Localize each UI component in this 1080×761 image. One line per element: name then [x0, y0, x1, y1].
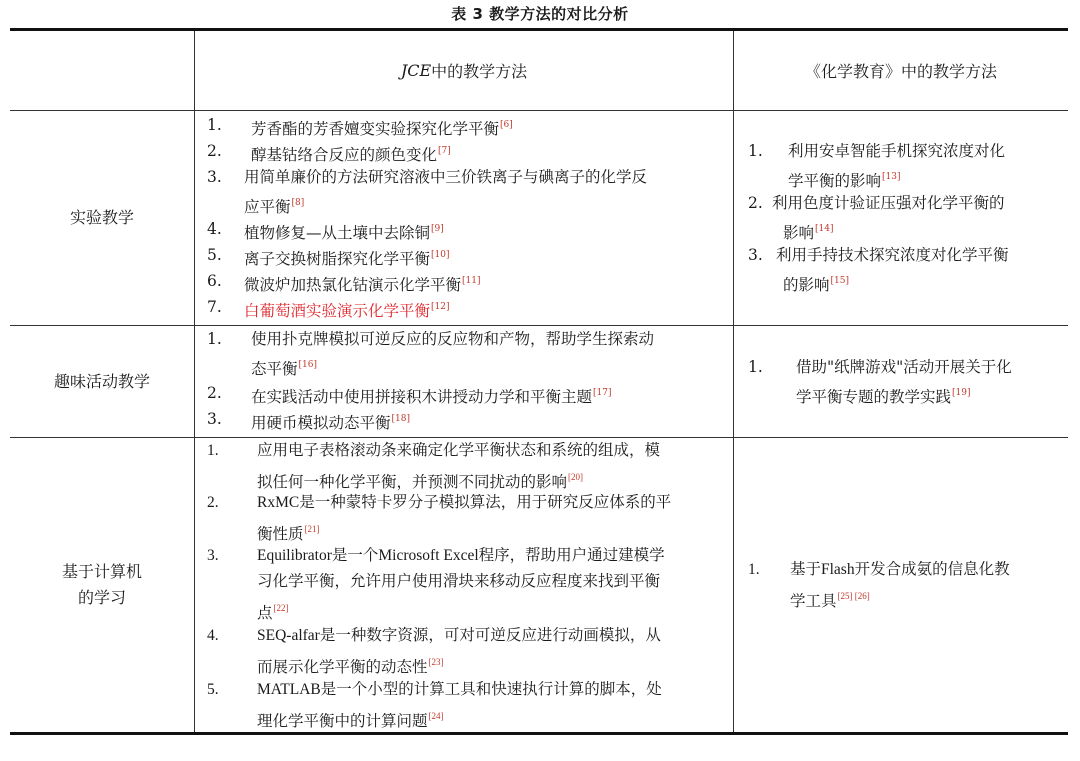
header-cjce: 《化学教育》中的教学方法 [804, 62, 997, 81]
list-item-continuation: 态平衡[16] [251, 360, 317, 378]
list-item-continuation: 理化学平衡中的计算问题[24] [257, 711, 444, 730]
list-item-continuation: 学工具[25] [26] [790, 591, 870, 610]
column-divider-2 [733, 31, 734, 732]
citation: [8] [291, 198, 305, 208]
list-item-continuation: 学平衡的影响[13] [788, 172, 901, 190]
citation: [18] [391, 414, 410, 424]
list-item-continuation: 应平衡[8] [244, 198, 305, 216]
citation: [7] [438, 146, 451, 156]
row-label-experiment: 实验教学 [69, 208, 134, 227]
list-item-continuation: 点[22] [257, 603, 289, 622]
citation: [6] [500, 120, 513, 130]
citation: [13] [882, 172, 901, 182]
list-item-continuation: 学平衡专题的教学实践[19] [796, 388, 971, 406]
list-item-continuation: 习化学平衡，允许用户使用滑块来移动反应程度来找到平衡 [257, 573, 661, 590]
column-divider-1 [194, 31, 195, 732]
row-label-fun-activity: 趣味活动教学 [53, 371, 150, 391]
header-jce [195, 31, 733, 110]
citation: [14] [815, 224, 834, 234]
table-caption: 表 3 教学方法的对比分析 [451, 5, 629, 23]
citation: [25] [26] [837, 591, 870, 601]
bottom-rule [10, 732, 1068, 735]
list-item-continuation: 影响[14] [783, 224, 834, 242]
citation: [24] [428, 711, 444, 721]
list-item-continuation: 衡性质[21] [257, 524, 320, 543]
header-jce-latin: JCE [400, 61, 432, 80]
citation: [19] [952, 388, 971, 398]
citation: [12] [431, 302, 450, 312]
header-jce-text: 中的教学方法 [431, 62, 528, 81]
list-item-continuation: 拟任何一种化学平衡，并预测不同扰动的影响[20] [257, 472, 584, 491]
list-item-continuation: 而展示化学平衡的动态性[23] [257, 657, 444, 676]
citation: [17] [593, 388, 612, 398]
list-item-continuation: 的影响[15] [783, 276, 849, 294]
citation: [20] [568, 472, 584, 482]
citation: [23] [428, 657, 444, 667]
citation: [15] [830, 276, 849, 286]
row-label-computer-learning: 基于计算机 的学习 [61, 562, 142, 607]
citation: [9] [431, 224, 444, 234]
citation: [10] [431, 250, 450, 260]
citation: [16] [298, 360, 317, 370]
citation: [22] [273, 603, 289, 613]
citation: [21] [304, 524, 320, 534]
citation: [11] [462, 276, 481, 286]
